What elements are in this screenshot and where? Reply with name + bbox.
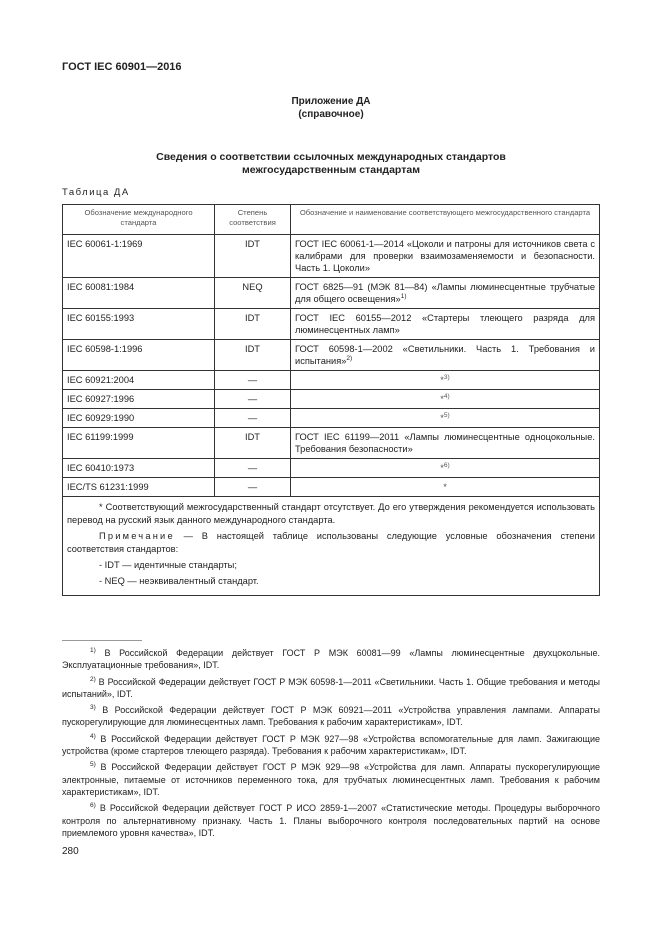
page-number: 280 (62, 846, 79, 858)
footnote-number: 1) (90, 647, 96, 654)
column-header: Обозначение международного стандарта (63, 205, 215, 235)
national-text: ГОСТ 60598-1—2002 «Светильники. Часть 1. Требования и испытания» (295, 344, 595, 366)
degree: NEQ (215, 278, 291, 309)
national-standard (291, 278, 600, 309)
footnote-text: В Российской Федерации действует ГОСТ Р МЭК 60921—2011 «Устройства управления лампами. Аппараты пускорегулирующие для люминесцентных ламп. Требования к рабочим характеристикам», IDT. (62, 705, 600, 728)
footnote-text: В Российской Федерации действует ГОСТ Р МЭК 60598-1—2011 «Светильники. Часть 1. Общие требования и методы испытаний», IDT. (62, 676, 600, 699)
footnote-ref: 1) (400, 292, 407, 300)
table-row (63, 340, 600, 371)
national-text: ГОСТ IEC 60061-1—2014 «Цоколи и патроны для источников света с калибрами для проверки взаимозаменяемости и безопасности. Часть 1. Цоколи» (295, 239, 595, 273)
intl-standard: IEC 60921:2004 (63, 371, 215, 390)
national-standard (291, 390, 600, 409)
national-standard (291, 309, 600, 340)
footnote-number: 6) (90, 802, 96, 810)
national-text: ГОСТ IEC 61199—2011 «Лампы люминесцентные одноцокольные. Требования безопасности» (295, 432, 595, 454)
footnote (62, 647, 600, 672)
footnote-text: В Российской Федерации действует ГОСТ Р МЭК 927—98 «Устройства вспомогательные для ламп. Зажигающие устройства (кроме стартеров тлеющего разряда). Требования к рабочим характеристикам», IDT. (62, 733, 600, 757)
section-heading-line1: Сведения о соответствии ссылочных международных стандартов (156, 151, 506, 163)
national-text: * (440, 413, 444, 423)
section-heading-line2: межгосударственным стандартам (242, 164, 420, 176)
intl-standard: IEC 60929:1990 (63, 409, 215, 428)
degree: — (215, 409, 291, 428)
footnote-number: 2) (90, 675, 96, 683)
section-heading (62, 151, 600, 177)
standards-table (62, 204, 600, 596)
table-header-row (63, 205, 600, 235)
table-row (63, 409, 600, 428)
footnote-number: 5) (90, 761, 96, 769)
table-row (63, 278, 600, 309)
national-text: ГОСТ 6825—91 (МЭК 81—84) «Лампы люминесцентные трубчатые для общего освещения» (295, 282, 595, 304)
column-header: Степень соответствия (215, 205, 291, 235)
footnote-text: В Российской Федерации действует ГОСТ Р МЭК 929—98 «Устройства для ламп. Аппараты пускорегулирующие электронные, питаемые от источников переменного тока, для трубчатых люминесцентных ламп. Требования к рабочим характеристикам», IDT. (62, 762, 600, 797)
appendix-heading (62, 95, 600, 121)
table-row (63, 478, 600, 497)
footnote (62, 704, 600, 729)
intl-standard: IEC 60081:1984 (63, 278, 215, 309)
footnote-number: 3) (90, 704, 96, 712)
note-item: - NEQ — неэквивалентный стандарт. (99, 576, 259, 586)
table-row (63, 235, 600, 278)
footnote-ref: 3) (443, 373, 450, 381)
footnote (62, 733, 600, 758)
degree: — (215, 390, 291, 409)
national-standard (291, 371, 600, 390)
degree: — (215, 478, 291, 497)
intl-standard: IEC 61199:1999 (63, 428, 215, 459)
national-standard (291, 409, 600, 428)
national-text: * (443, 482, 447, 492)
note-label: Примечание (99, 531, 175, 541)
footnote-ref: 4) (443, 392, 450, 400)
footnote-divider (62, 640, 142, 641)
table-row (63, 371, 600, 390)
table-label: Таблица ДА (62, 187, 130, 198)
national-standard (291, 459, 600, 478)
degree: IDT (215, 309, 291, 340)
table-row (63, 390, 600, 409)
intl-standard: IEC 60061-1:1969 (63, 235, 215, 278)
degree: IDT (215, 340, 291, 371)
footnote (62, 676, 600, 701)
column-header: Обозначение и наименование соответствующего межгосударственного стандарта (291, 205, 600, 235)
national-text: * (440, 463, 444, 473)
footnote-number: 4) (90, 732, 96, 740)
footnote-text: В Российской Федерации действует ГОСТ Р МЭК 60081—99 «Лампы люминесцентные двухцокольные. Эксплуатационные требования», IDT. (62, 648, 600, 671)
footnotes (62, 647, 600, 839)
degree: IDT (215, 428, 291, 459)
national-standard (291, 428, 600, 459)
intl-standard: IEC/TS 61231:1999 (63, 478, 215, 497)
footnote (62, 802, 600, 839)
appendix-title: Приложение ДА (291, 96, 371, 107)
document-header: ГОСТ IEC 60901—2016 (62, 61, 182, 73)
intl-standard: IEC 60410:1973 (63, 459, 215, 478)
degree: — (215, 459, 291, 478)
table-notes (63, 497, 600, 596)
table-row (63, 428, 600, 459)
degree: IDT (215, 235, 291, 278)
national-text: * (440, 375, 444, 385)
appendix-subtitle: (справочное) (298, 109, 364, 120)
national-text: ГОСТ IEC 60155—2012 «Стартеры тлеющего разряда для люминесцентных ламп» (295, 313, 595, 335)
intl-standard: IEC 60155:1993 (63, 309, 215, 340)
footnote-text: В Российской Федерации действует ГОСТ Р ИСО 2859-1—2007 «Статистические методы. Процедуры выборочного контроля по альтернативному признаку. Часть 1. Планы выборочного контроля последовательных партий на основе приемлемого уровня качества», IDT. (62, 803, 600, 838)
intl-standard: IEC 60598-1:1996 (63, 340, 215, 371)
national-standard (291, 340, 600, 371)
footnote-ref: 5) (443, 411, 450, 419)
table-footnote: * Соответствующий межгосударственный стандарт отсутствует. До его утверждения рекомендуется использовать перевод на русский язык данного международного стандарта. (67, 502, 595, 525)
national-text: * (440, 394, 444, 404)
national-standard (291, 235, 600, 278)
footnote (62, 761, 600, 798)
footnote-ref: 6) (443, 461, 450, 469)
intl-standard: IEC 60927:1996 (63, 390, 215, 409)
footnote-ref: 2) (346, 354, 353, 362)
note-text: — В настоящей таблице использованы следующие условные обозначения степени соответствия стандартов: (67, 531, 595, 554)
table-note (67, 530, 595, 556)
degree: — (215, 371, 291, 390)
national-standard (291, 478, 600, 497)
table-row (63, 459, 600, 478)
note-item: - IDT — идентичные стандарты; (99, 560, 237, 570)
table-row (63, 309, 600, 340)
